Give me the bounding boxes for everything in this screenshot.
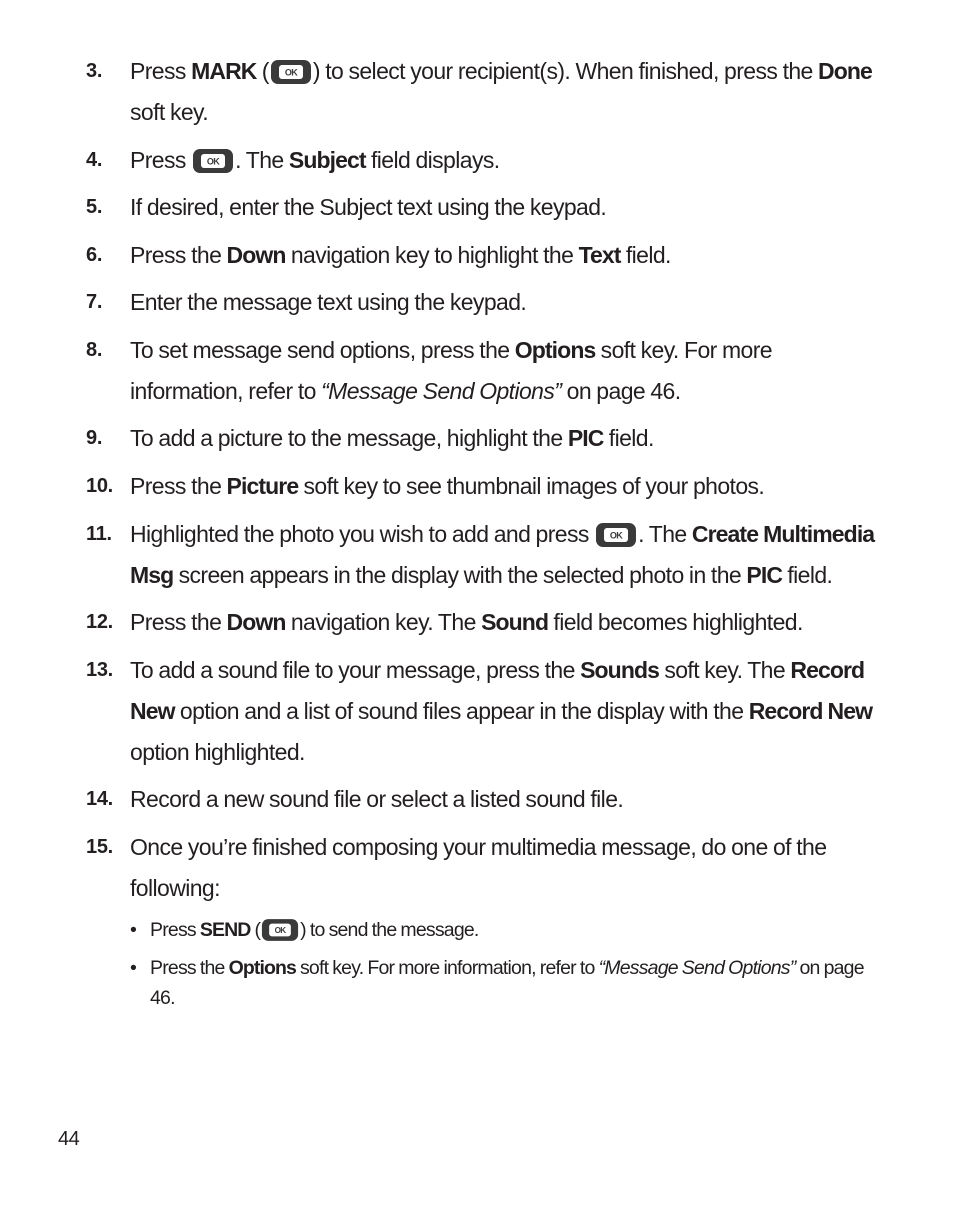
down-key-label: Down [226, 242, 286, 268]
page-number: 44 [58, 1128, 80, 1150]
step-12 [86, 602, 886, 643]
step-number: 13. [86, 659, 113, 681]
options-key-label: Options [228, 957, 296, 979]
step-text: Once you’re finished composing your multimedia message, do one of the following: [130, 834, 827, 901]
done-key-label: Done [818, 58, 872, 84]
step-5 [86, 187, 886, 228]
down-key-label: Down [226, 609, 286, 635]
send-key-label: SEND [199, 919, 251, 941]
ok-key-graphic [595, 522, 637, 548]
step-number: 3. [86, 60, 103, 82]
step-8 [86, 330, 886, 412]
bullet-options: • Press the Options soft key. For more information, refer to “Message Send Options” on page 46. [130, 953, 890, 1013]
step-number: 4. [86, 149, 103, 171]
step-number: 7. [86, 291, 103, 313]
mark-key-label: MARK [191, 58, 257, 84]
ok-key-icon [261, 918, 299, 942]
ok-key-icon [270, 59, 312, 85]
record-new-option-label: Record New [130, 657, 865, 724]
cross-reference: “Message Send Options” [321, 378, 562, 404]
ok-key-icon [192, 148, 234, 174]
step-number: 5. [86, 196, 103, 218]
step-number: 15. [86, 836, 113, 858]
step-3 [86, 51, 886, 133]
step-text: Record a new sound file or select a listed sound file. [130, 786, 624, 812]
ok-key-graphic [261, 918, 299, 942]
step-14 [86, 779, 886, 820]
step-11 [86, 514, 886, 596]
step-text: To add a sound file to your message, press the Sounds soft key. The Record New option and a list of sound files appear in the display with the Record New option highlighted. [130, 657, 873, 765]
key-label: OK [609, 530, 623, 541]
step-text: Press MARK ( OK ) to select your recipient(s). When finished, press the Done soft key. [130, 58, 872, 125]
key-label: OK [274, 926, 286, 936]
create-multimedia-msg-label: Create Multimedia Msg [130, 521, 875, 588]
step-text: Press the Down navigation key. The Sound field becomes highlighted. [130, 609, 803, 635]
step-9 [86, 418, 886, 459]
step-text: If desired, enter the Subject text using the keypad. [130, 194, 607, 220]
bullet-marker: • [130, 957, 137, 979]
step-10 [86, 466, 886, 507]
step-number: 10. [86, 475, 113, 497]
step-number: 12. [86, 611, 113, 633]
key-label: OK [206, 156, 220, 167]
step-text: Press the Picture soft key to see thumbnail images of your photos. [130, 473, 765, 499]
record-new-option-label: Record New [748, 698, 873, 724]
subject-field-label: Subject [288, 147, 366, 173]
ok-key-graphic [270, 59, 312, 85]
step-6 [86, 235, 886, 276]
step-number: 9. [86, 427, 103, 449]
pic-field-label: PIC [567, 425, 604, 451]
options-key-label: Options [514, 337, 596, 363]
step-15 [86, 827, 886, 909]
step-number: 14. [86, 788, 113, 810]
cross-reference: “Message Send Options” [598, 957, 796, 979]
sounds-key-label: Sounds [580, 657, 660, 683]
step-text: Press OK . The Subject field displays. [130, 147, 500, 173]
step-text: To set message send options, press the Options soft key. For more information, refer to “Message Send Options” on page 46. [130, 337, 772, 404]
bullet-send: • Press SEND ( OK ) to send the message. [130, 915, 890, 945]
step-number: 6. [86, 244, 103, 266]
text-field-label: Text [578, 242, 621, 268]
step-4 [86, 140, 886, 181]
step-13 [86, 650, 886, 773]
bullet-marker: • [130, 919, 137, 941]
pic-field-label: PIC [746, 562, 783, 588]
picture-key-label: Picture [226, 473, 299, 499]
step-text: Enter the message text using the keypad. [130, 289, 527, 315]
step-15-options [130, 915, 890, 1021]
step-text: Highlighted the photo you wish to add and press OK . The Create Multimedia Msg screen appears in the display with the selected photo in the PIC field. [130, 521, 875, 588]
sound-field-label: Sound [481, 609, 549, 635]
step-text: To add a picture to the message, highlight the PIC field. [130, 425, 654, 451]
ok-key-icon [595, 522, 637, 548]
step-number: 11. [86, 523, 112, 545]
ok-key-graphic [192, 148, 234, 174]
key-label: OK [284, 67, 297, 78]
step-7 [86, 282, 886, 323]
step-text: Press the Down navigation key to highlight the Text field. [130, 242, 671, 268]
step-number: 8. [86, 339, 103, 361]
